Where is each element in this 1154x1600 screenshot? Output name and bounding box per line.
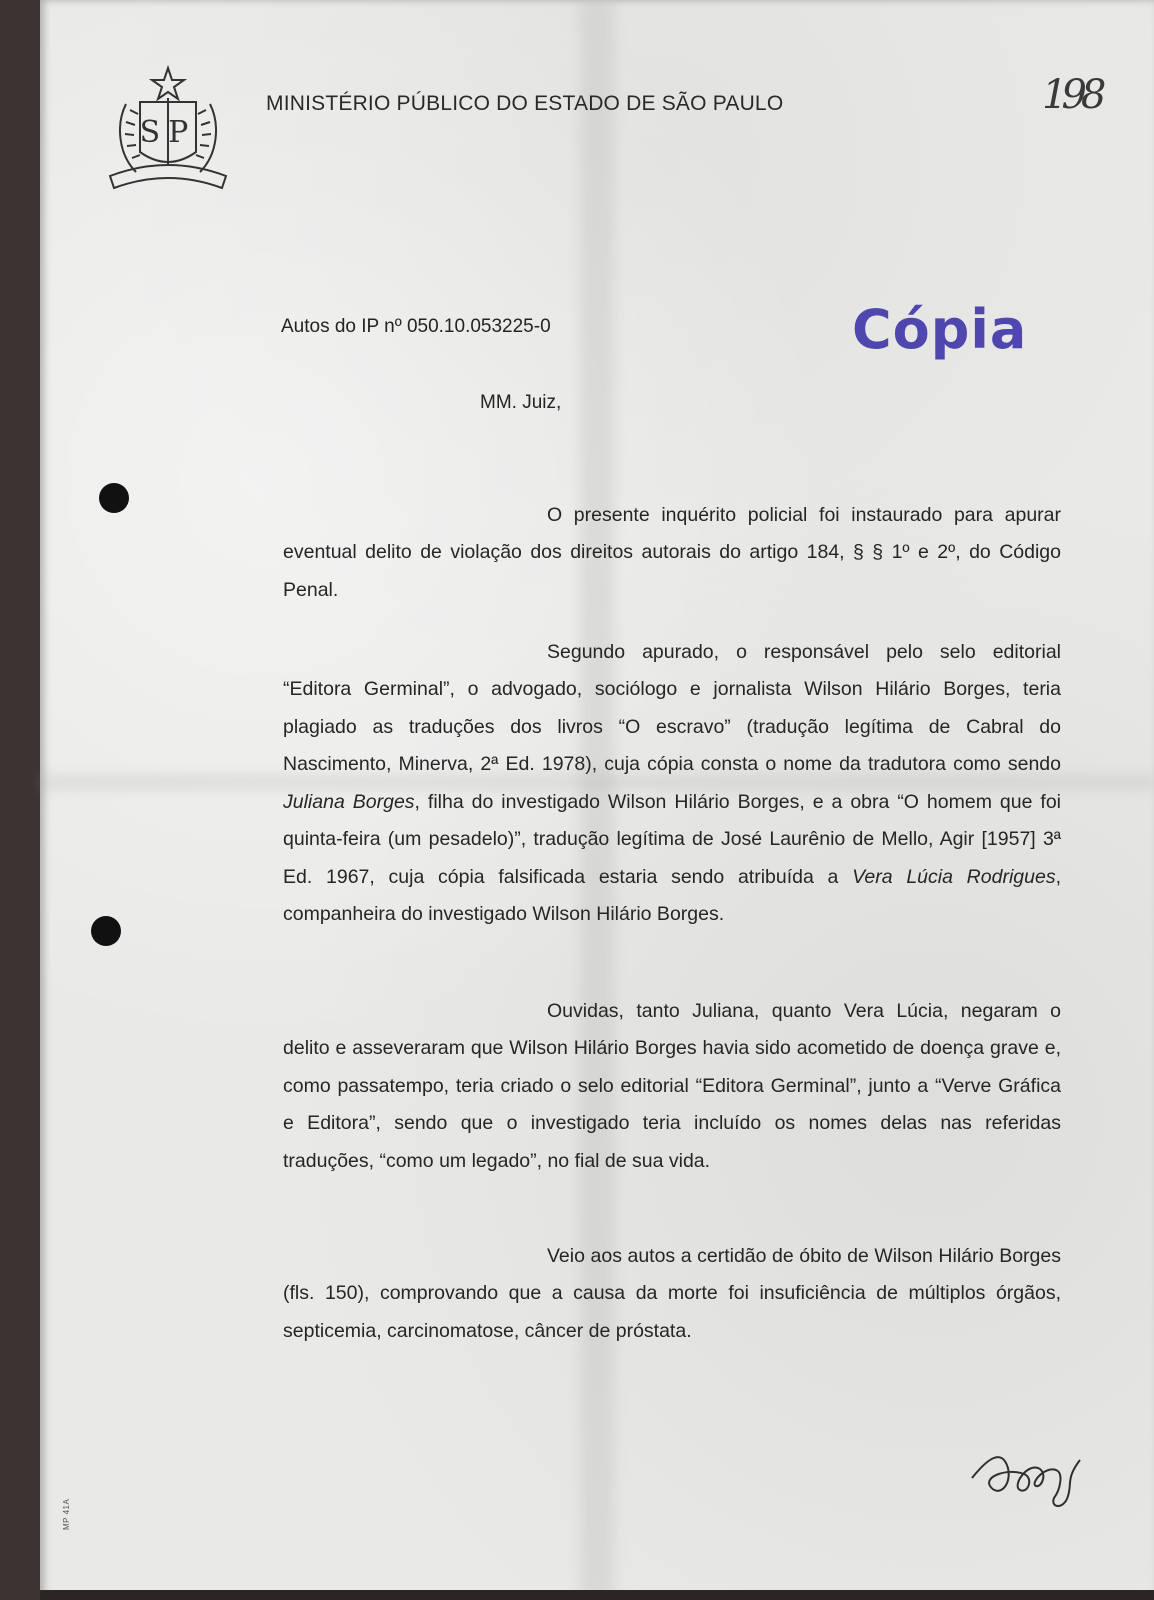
seal-letters: SP [139, 115, 197, 150]
paragraph-testimonies: Ouvidas, tanto Juliana, quanto Vera Lúcia, negaram o delito e asseveraram que Wilson Hilário Borges havia sido acometido de doença grave e, como passatempo, teria criado o selo editorial “Editora Germinal”, junto a “Verve Gráfica e Editora”, sendo que o investigado teria incluído os nomes delas nas referidas traduções, “como um legado”, no fial de sua vida. [283, 999, 1061, 1172]
page-number-text: 198 [1042, 72, 1101, 118]
page-bottom-edge [40, 1590, 1154, 1600]
punch-hole-top [99, 483, 129, 513]
paragraph-findings [283, 634, 1061, 934]
copy-stamp: Cópia [852, 298, 1028, 361]
paragraph-inquiry-opening: O presente inquérito policial foi instaurado para apurar eventual delito de violação dos direitos autorais do artigo 184, § § 1º e 2º, do Código Penal. [283, 503, 1061, 601]
form-code: MP 41A [62, 1498, 71, 1530]
punch-hole-bottom [91, 916, 121, 946]
handwritten-page-number [1036, 56, 1106, 126]
sp-coat-of-arms-seal [106, 64, 230, 198]
case-reference: Autos do IP nº 050.10.053225-0 [281, 316, 551, 337]
institution-header: MINISTÉRIO PÚBLICO DO ESTADO DE SÃO PAULO [266, 92, 784, 115]
name-juliana-borges: Juliana Borges [283, 790, 415, 813]
handwritten-initials-signature [968, 1438, 1088, 1518]
paragraph-findings-text-2: , filha do investigado Wilson Hilário Borges, e a obra “O homem que foi quinta-feira (um pesadelo)”, tradução legítima de José Laurênio de Mello, Agir [1957] 3ª Ed. 1967, cuja cópia falsificada estaria sendo atribuída a [283, 790, 1061, 888]
paragraph-findings-text-3: , companheira do investigado Wilson Hilário Borges. [283, 865, 1061, 925]
paragraph-death-certificate: Veio aos autos a certidão de óbito de Wilson Hilário Borges (fls. 150), comprovando que a causa da morte foi insuficiência de múltiplos órgãos, septicemia, carcinomatose, câncer de próstata. [283, 1244, 1061, 1342]
salutation: MM. Juiz, [480, 392, 562, 413]
paragraph-findings-text-1: Segundo apurado, o responsável pelo selo editorial “Editora Germinal”, o advogado, sociólogo e jornalista Wilson Hilário Borges, teria plagiado as traduções dos livros “O escravo” (tradução legítima de Cabral do Nascimento, Minerva, 2ª Ed. 1978), cuja cópia consta o nome da tradutora como sendo [283, 640, 1061, 775]
name-vera-lucia-rodrigues: Vera Lúcia Rodrigues [852, 865, 1056, 888]
